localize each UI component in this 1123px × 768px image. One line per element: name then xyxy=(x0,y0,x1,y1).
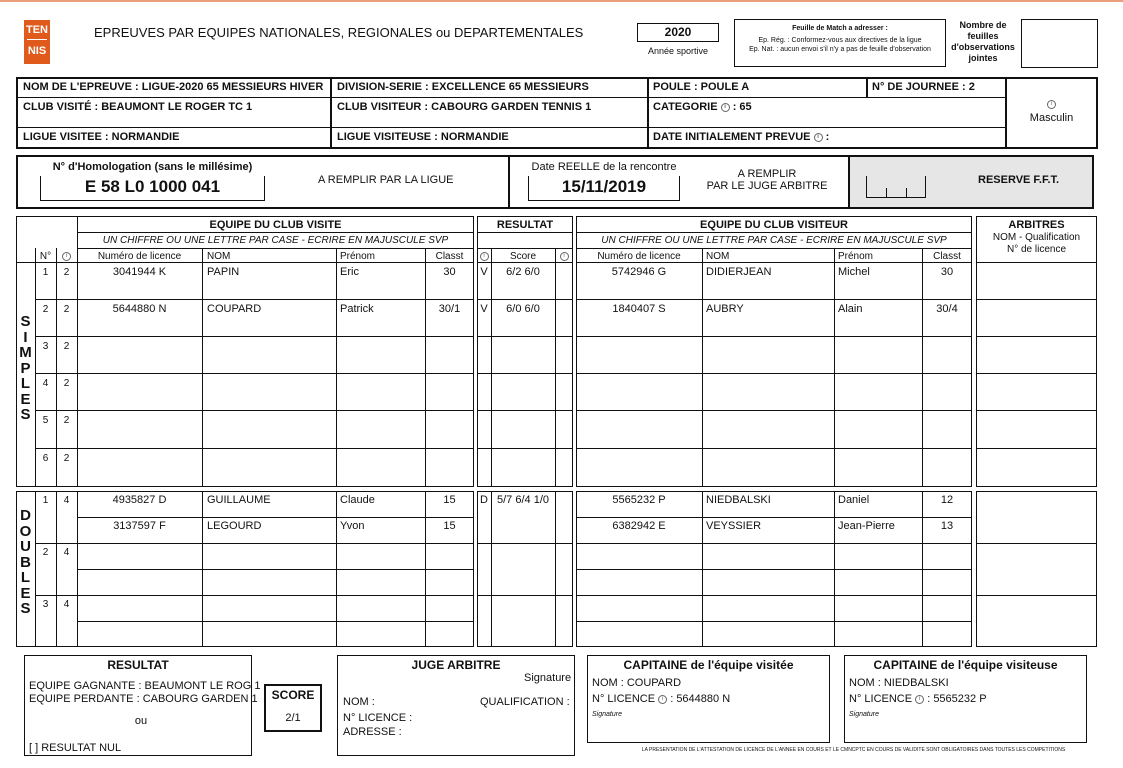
column-divider xyxy=(555,248,556,487)
tick xyxy=(906,188,907,198)
homologation-value: E 58 L0 1000 041 xyxy=(84,177,221,196)
prenom-visiteur[interactable]: Jean-Pierre xyxy=(838,520,895,532)
categorie-value: : 65 xyxy=(732,101,752,113)
column-divider xyxy=(702,248,703,487)
date-reelle-value: 15/11/2019 xyxy=(561,177,647,196)
year-value: 2020 xyxy=(664,25,692,39)
licence-label: N° LICENCE xyxy=(849,693,913,705)
match-number: 6 xyxy=(42,453,49,464)
capitaine-visiteur-nom: NOM : NIEDBALSKI xyxy=(849,677,949,689)
col-classt-b: Classt xyxy=(933,251,961,262)
capitaine-visiteur-title: CAPITAINE de l'équipe visiteuse xyxy=(873,658,1058,672)
info-icon: i xyxy=(814,133,823,142)
info-icon: i xyxy=(555,250,573,263)
capitaine-visite-nom: NOM : COUPARD xyxy=(592,677,682,689)
col-licence-b: Numéro de licence xyxy=(597,251,681,262)
row-divider xyxy=(477,373,573,374)
column-divider xyxy=(336,248,337,487)
nom-visiteur[interactable]: NIEDBALSKI xyxy=(706,494,771,506)
nb-feuilles-input[interactable] xyxy=(1021,19,1098,68)
column-divider xyxy=(56,248,57,487)
capitaine-visiteur-box xyxy=(844,655,1087,743)
row-divider xyxy=(477,336,573,337)
doubles-letter: E xyxy=(20,584,31,602)
feuille-line2: Ep. Nat. : aucun envoi s'il n'y a pas de feuille d'observation xyxy=(749,46,931,53)
header-divider xyxy=(976,262,1097,263)
row-divider xyxy=(35,373,474,374)
match-coef: 2 xyxy=(63,378,70,389)
resultat-section-simples xyxy=(477,216,573,487)
info-divider xyxy=(647,79,649,147)
categorie xyxy=(653,101,752,114)
arbitres-title: ARBITRES xyxy=(1008,219,1065,231)
doubles-letter: B xyxy=(20,553,31,571)
visiteur-section-doubles xyxy=(576,491,972,647)
doubles-letter: D xyxy=(20,507,31,524)
resultat-section-doubles xyxy=(477,491,573,647)
juge-nom: NOM : xyxy=(343,696,375,708)
column-divider xyxy=(922,248,923,487)
visiteur-title: EQUIPE DU CLUB VISITEUR xyxy=(700,219,848,231)
row-divider xyxy=(576,595,972,596)
classt-visiteur[interactable]: 30 xyxy=(940,266,954,278)
prenom-visite[interactable]: Eric xyxy=(340,266,359,278)
column-divider xyxy=(425,491,426,647)
column-divider xyxy=(77,491,78,647)
column-divider xyxy=(202,248,203,487)
row-divider xyxy=(35,336,474,337)
match-number: 1 xyxy=(42,495,49,506)
score-value: 2/1 xyxy=(285,712,301,724)
homologation-label: N° d'Homologation (sans le millésime) xyxy=(52,161,253,173)
nom-visiteur[interactable]: DIDIERJEAN xyxy=(706,266,772,278)
header-divider xyxy=(576,262,972,263)
row-divider xyxy=(576,448,972,449)
column-divider xyxy=(702,491,703,647)
date-prevue xyxy=(653,131,829,144)
column-divider xyxy=(202,491,203,647)
nom-visite[interactable]: PAPIN xyxy=(207,266,240,278)
juge-arbitre-box xyxy=(337,655,575,756)
doubles-letter: S xyxy=(20,600,31,617)
date-reelle-field[interactable] xyxy=(528,176,680,201)
info-icon: i xyxy=(658,695,667,704)
simples-letter: S xyxy=(20,406,31,423)
col-classt: Classt xyxy=(435,251,464,262)
ou-label: ou xyxy=(134,715,148,727)
ligue-visiteuse: LIGUE VISITEUSE : NORMANDIE xyxy=(337,131,509,143)
doubles-letter: O xyxy=(19,522,32,540)
arbitres-sub1: NOM - Qualification xyxy=(992,232,1081,243)
classt-visite[interactable]: 30 xyxy=(443,266,456,278)
arbitres-section-doubles xyxy=(976,491,1097,647)
score[interactable]: 6/0 6/0 xyxy=(506,303,540,315)
match-coef: 2 xyxy=(63,415,70,426)
row-divider xyxy=(976,299,1097,300)
column-divider xyxy=(56,491,57,647)
match-number: 2 xyxy=(42,547,49,558)
club-visite: CLUB VISITÉ : BEAUMONT LE ROGER TC 1 xyxy=(23,101,253,113)
licence-value: : 5644880 N xyxy=(670,693,731,705)
classt-visite[interactable]: 30/1 xyxy=(438,303,461,315)
row-divider xyxy=(477,299,573,300)
col-score: Score xyxy=(509,251,537,262)
column-divider xyxy=(35,491,36,647)
col-no: N° xyxy=(39,251,52,262)
reserve-boxes[interactable] xyxy=(866,176,926,198)
equipe-gagnante: EQUIPE GAGNANTE : BEAUMONT LE ROG 1 xyxy=(29,680,261,692)
info-icon: i xyxy=(721,103,730,112)
column-divider xyxy=(834,491,835,647)
row-divider xyxy=(477,543,573,544)
row-divider xyxy=(477,410,573,411)
match-coef: 4 xyxy=(63,495,70,506)
capitaine-visite-licence xyxy=(592,693,730,706)
info-icon: i xyxy=(477,250,491,263)
licence-visiteur[interactable]: 1840407 S xyxy=(612,303,666,315)
resultat-code[interactable]: D xyxy=(480,494,488,506)
nb-feuilles-l2: feuilles xyxy=(967,31,999,41)
row-divider xyxy=(976,543,1097,544)
classt-visite[interactable]: 15 xyxy=(443,520,456,532)
feuille-title: Feuille de Match a adresser : xyxy=(792,25,888,32)
match-coef: 4 xyxy=(63,547,70,558)
resultat-nul[interactable]: [ ] RESULTAT NUL xyxy=(29,742,122,754)
score[interactable]: 5/7 6/4 1/0 xyxy=(497,494,549,506)
pair-divider xyxy=(77,517,474,518)
row-divider xyxy=(35,448,474,449)
resultat-code[interactable]: V xyxy=(480,266,488,278)
header-divider xyxy=(576,232,972,233)
licence-visite[interactable]: 5644880 N xyxy=(112,303,167,315)
capitaine-visite-signature: Signature xyxy=(592,711,622,718)
page-title: EPREUVES PAR EQUIPES NATIONALES, REGIONALES ou DEPARTEMENTALES xyxy=(94,25,584,40)
row-divider xyxy=(976,410,1097,411)
arbitres-section-simples xyxy=(976,216,1097,487)
date-reelle-label: Date REELLE de la rencontre xyxy=(531,161,677,173)
header-divider xyxy=(77,232,474,233)
date-prevue-value: : xyxy=(825,131,830,143)
visite-title: EQUIPE DU CLUB VISITE xyxy=(209,219,342,231)
col-prenom-b: Prénom xyxy=(838,251,874,262)
categorie-label: CATEGORIE xyxy=(653,101,718,113)
classt-visiteur[interactable]: 30/4 xyxy=(936,303,958,315)
pair-divider xyxy=(77,569,474,570)
year-label: Année sportive xyxy=(647,46,709,56)
reserve-fft: RESERVE F.F.T. xyxy=(978,174,1060,186)
info-icon: i xyxy=(1005,98,1098,111)
visite-section-doubles xyxy=(16,491,474,647)
equipe-perdante: EQUIPE PERDANTE : CABOURG GARDEN 1 xyxy=(29,693,258,705)
visite-instruction: UN CHIFFRE OU UNE LETTRE PAR CASE - ECRIRE EN MAJUSCULE SVP xyxy=(102,235,449,246)
footnote: LA PRÉSENTATION DE L'ATTESTATION DE LICENCE DE L'ANNÉE EN COURS ET LE CMNCPTC EN COURS DE VALIDITÉ SONT OBLIGATOIRES DANS TOUTES LES COMPÉTITIONS xyxy=(641,747,1066,753)
simples-letter: L xyxy=(20,375,31,392)
row-divider xyxy=(976,336,1097,337)
feuille-line1: Ep. Rég. : Conformez-vous aux directives de la ligue xyxy=(758,37,922,44)
ligue-visitee: LIGUE VISITEE : NORMANDIE xyxy=(23,131,180,143)
header-divider xyxy=(477,248,573,249)
simples-letter: E xyxy=(20,390,31,408)
resultat-code[interactable]: V xyxy=(480,303,488,315)
info-icon: i xyxy=(915,695,924,704)
match-coef: 2 xyxy=(63,453,70,464)
simples-letter: I xyxy=(23,328,28,346)
licence-visite[interactable]: 3137597 F xyxy=(113,520,166,532)
header-divider xyxy=(477,232,573,233)
nom-visite[interactable]: COUPARD xyxy=(207,303,262,315)
resultat-box xyxy=(24,655,261,756)
licence-value: : 5565232 P xyxy=(927,693,987,705)
juge-licence: N° LICENCE : xyxy=(343,712,413,724)
row-divider xyxy=(35,543,474,544)
score-box xyxy=(264,684,322,732)
doubles-letter: U xyxy=(20,538,31,555)
header-divider xyxy=(16,262,474,263)
prenom-visiteur[interactable]: Alain xyxy=(838,303,863,315)
match-coef: 2 xyxy=(63,267,70,278)
pair-divider xyxy=(576,569,972,570)
match-number: 3 xyxy=(42,341,49,352)
col-nom-b: NOM xyxy=(706,251,730,262)
column-divider xyxy=(77,216,78,487)
juge-adresse: ADRESSE : xyxy=(343,726,402,738)
juge-note-l2: PAR LE JUGE ARBITRE xyxy=(706,180,828,192)
homologation-divider xyxy=(508,157,510,207)
info-icon: i xyxy=(56,250,77,263)
row-divider xyxy=(35,299,474,300)
top-accent-line xyxy=(0,0,1123,2)
score[interactable]: 6/2 6/0 xyxy=(506,266,540,278)
nom-visite[interactable]: GUILLAUME xyxy=(207,494,271,506)
nb-feuilles-l4: jointes xyxy=(968,53,998,63)
match-coef: 2 xyxy=(63,304,70,315)
resultat-title: RESULTAT xyxy=(107,658,169,672)
info-divider xyxy=(866,79,868,97)
row-divider xyxy=(576,543,972,544)
division-serie: DIVISION-SERIE : EXCELLENCE 65 MESSIEURS xyxy=(337,81,589,93)
licence-label: N° LICENCE xyxy=(592,693,656,705)
nom-visiteur[interactable]: VEYSSIER xyxy=(706,520,762,532)
row-divider xyxy=(576,336,972,337)
doubles-letter: L xyxy=(20,569,31,586)
header-divider xyxy=(576,248,972,249)
row-divider xyxy=(576,410,972,411)
capitaine-visite-box xyxy=(587,655,830,743)
classt-visiteur[interactable]: 13 xyxy=(940,520,954,532)
year-box xyxy=(637,23,719,42)
row-divider xyxy=(976,448,1097,449)
juge-qualification: QUALIFICATION : xyxy=(480,696,570,708)
pair-divider xyxy=(576,517,972,518)
visiteur-instruction: UN CHIFFRE OU UNE LETTRE PAR CASE - ECRIRE EN MAJUSCULE SVP xyxy=(601,235,947,246)
logo-text-top: TEN xyxy=(26,24,48,36)
tick xyxy=(886,188,887,198)
match-number: 4 xyxy=(42,378,49,389)
licence-visiteur[interactable]: 5565232 P xyxy=(612,494,666,506)
row-divider xyxy=(976,373,1097,374)
row-divider xyxy=(477,448,573,449)
prenom-visite[interactable]: Claude xyxy=(340,494,375,506)
pair-divider xyxy=(77,621,474,622)
date-prevue-label: DATE INITIALEMENT PREVUE xyxy=(653,131,811,143)
row-divider xyxy=(35,595,474,596)
simples-letter: S xyxy=(20,313,31,330)
visite-section-simples xyxy=(16,216,474,487)
row-divider xyxy=(576,373,972,374)
homologation-field[interactable] xyxy=(40,176,265,201)
poule: POULE : POULE A xyxy=(653,81,750,93)
journee: N° DE JOURNEE : 2 xyxy=(872,81,975,93)
col-nom: NOM xyxy=(207,251,231,262)
column-divider xyxy=(35,248,36,487)
match-coef: 2 xyxy=(63,341,70,352)
pair-divider xyxy=(576,621,972,622)
prenom-visite[interactable]: Yvon xyxy=(340,520,365,532)
logo-text-bottom: NIS xyxy=(27,45,47,57)
tennis-logo xyxy=(24,20,50,64)
col-licence: Numéro de licence xyxy=(97,251,182,262)
juge-arbitre-title: JUGE ARBITRE xyxy=(411,658,501,672)
simples-letter: P xyxy=(20,359,31,377)
nb-feuilles-l3: d'observations xyxy=(951,42,1015,52)
prenom-visiteur[interactable]: Michel xyxy=(838,266,870,278)
nom-visite[interactable]: LEGOURD xyxy=(207,520,262,532)
column-divider xyxy=(491,248,492,487)
prenom-visiteur[interactable]: Daniel xyxy=(838,494,870,506)
match-number: 1 xyxy=(42,267,49,278)
capitaine-visiteur-signature: Signature xyxy=(849,711,879,718)
juge-note-l1: A REMPLIR xyxy=(737,168,797,180)
nom-visiteur[interactable]: AUBRY xyxy=(706,303,744,315)
column-divider xyxy=(555,491,556,647)
licence-visiteur[interactable]: 5742946 G xyxy=(611,266,667,278)
arbitres-sub2: N° de licence xyxy=(1006,244,1067,255)
prenom-visite[interactable]: Patrick xyxy=(340,303,374,315)
simples-letter: M xyxy=(19,344,32,361)
classt-visite[interactable]: 15 xyxy=(443,494,456,506)
header-divider xyxy=(477,262,573,263)
info-divider xyxy=(18,127,1006,128)
capitaine-visiteur-licence xyxy=(849,693,987,706)
match-number: 2 xyxy=(42,304,49,315)
resultat-title: RESULTAT xyxy=(496,219,554,231)
info-divider xyxy=(330,79,332,147)
match-number: 3 xyxy=(42,599,49,610)
classt-visiteur[interactable]: 12 xyxy=(940,494,954,506)
match-number: 5 xyxy=(42,415,49,426)
licence-visite[interactable]: 4935827 D xyxy=(112,494,167,506)
column-divider xyxy=(425,248,426,487)
col-prenom: Prénom xyxy=(340,251,376,262)
info-divider xyxy=(18,97,1006,98)
capitaine-visite-title: CAPITAINE de l'équipe visitée xyxy=(623,658,794,672)
score-label: SCORE xyxy=(271,688,315,702)
header-divider xyxy=(77,248,474,249)
club-visiteur: CLUB VISITEUR : CABOURG GARDEN TENNIS 1 xyxy=(337,101,592,113)
licence-visite[interactable]: 3041944 K xyxy=(112,266,167,278)
column-divider xyxy=(922,491,923,647)
juge-signature: Signature xyxy=(524,672,572,684)
column-divider xyxy=(491,491,492,647)
row-divider xyxy=(35,410,474,411)
row-divider xyxy=(976,595,1097,596)
row-divider xyxy=(576,299,972,300)
genre: Masculin xyxy=(1029,112,1074,124)
licence-visiteur[interactable]: 6382942 E xyxy=(612,520,666,532)
ligue-note: A REMPLIR PAR LA LIGUE xyxy=(318,174,454,186)
column-divider xyxy=(834,248,835,487)
visiteur-section-simples xyxy=(576,216,972,487)
nom-epreuve: NOM DE L'EPREUVE : LIGUE-2020 65 MESSIEURS HIVER xyxy=(23,81,324,93)
match-coef: 4 xyxy=(63,599,70,610)
row-divider xyxy=(477,595,573,596)
feuille-box xyxy=(734,19,946,67)
column-divider xyxy=(336,491,337,647)
nb-feuilles-l1: Nombre de xyxy=(959,20,1007,30)
